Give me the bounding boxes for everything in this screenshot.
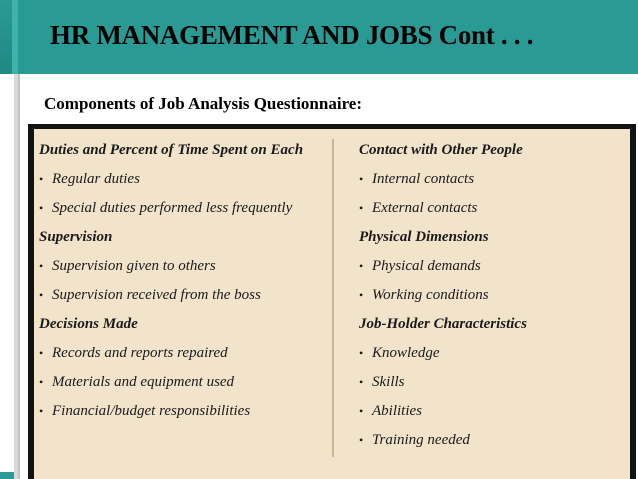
bullet-icon: • (39, 259, 44, 273)
section-heading: Job-Holder Characteristics (359, 316, 527, 332)
bullet-icon: • (359, 433, 364, 447)
list-item (359, 165, 624, 194)
list-item (39, 281, 329, 310)
section-contact (359, 136, 624, 223)
section-heading: Physical Dimensions (359, 229, 489, 245)
bullet-icon: • (359, 288, 364, 302)
left-column (39, 136, 329, 426)
bullet-icon: • (359, 259, 364, 273)
list-item (359, 281, 624, 310)
column-divider (332, 139, 334, 457)
section-physical (359, 223, 624, 310)
list-item-label: Physical demands (372, 258, 481, 274)
section-duties (39, 136, 329, 223)
section-job-holder (359, 310, 624, 455)
bullet-icon: • (359, 201, 364, 215)
list-item-label: Training needed (372, 432, 470, 448)
bullet-icon: • (39, 346, 44, 360)
list-item (39, 397, 329, 426)
list-item-label: Knowledge (372, 345, 440, 361)
list-item (39, 252, 329, 281)
list-item (359, 426, 624, 455)
list-item-label: Abilities (372, 403, 422, 419)
section-heading: Contact with Other People (359, 142, 523, 158)
list-item (359, 252, 624, 281)
slide-subtitle: Components of Job Analysis Questionnaire: (44, 94, 363, 113)
list-item-label: Regular duties (52, 171, 140, 187)
list-item-label: Supervision received from the boss (52, 287, 261, 303)
list-item (359, 397, 624, 426)
section-heading: Duties and Percent of Time Spent on Each (39, 142, 304, 158)
left-decorative-rule-shadow (18, 74, 20, 479)
list-item-label: Records and reports repaired (52, 345, 228, 361)
title-bar (0, 0, 638, 74)
section-supervision (39, 223, 329, 310)
section-heading: Decisions Made (39, 316, 138, 332)
list-item (39, 165, 329, 194)
list-item-label: Materials and equipment used (52, 374, 235, 390)
section-decisions (39, 310, 329, 426)
list-item-label: Special duties performed less frequently (52, 200, 293, 216)
bullet-icon: • (39, 201, 44, 215)
bullet-icon: • (39, 288, 44, 302)
bullet-icon: • (359, 404, 364, 418)
section-heading: Supervision (39, 229, 113, 245)
list-item-label: Internal contacts (372, 171, 475, 187)
bullet-icon: • (359, 172, 364, 186)
list-item (39, 194, 329, 223)
list-item (359, 339, 624, 368)
slide-title: HR MANAGEMENT AND JOBS Cont . . . (50, 20, 534, 50)
questionnaire-panel (34, 129, 630, 479)
bullet-icon: • (39, 172, 44, 186)
bullet-icon: • (359, 375, 364, 389)
list-item-label: Financial/budget responsibilities (52, 403, 251, 419)
list-item (359, 194, 624, 223)
list-item (39, 368, 329, 397)
right-column (359, 136, 624, 455)
bullet-icon: • (359, 346, 364, 360)
list-item-label: Skills (372, 374, 405, 390)
list-item-label: Supervision given to others (52, 258, 216, 274)
bullet-icon: • (39, 375, 44, 389)
bullet-icon: • (39, 404, 44, 418)
list-item-label: External contacts (372, 200, 478, 216)
list-item-label: Working conditions (372, 287, 489, 303)
footer-accent (0, 472, 14, 479)
list-item (39, 339, 329, 368)
list-item (359, 368, 624, 397)
